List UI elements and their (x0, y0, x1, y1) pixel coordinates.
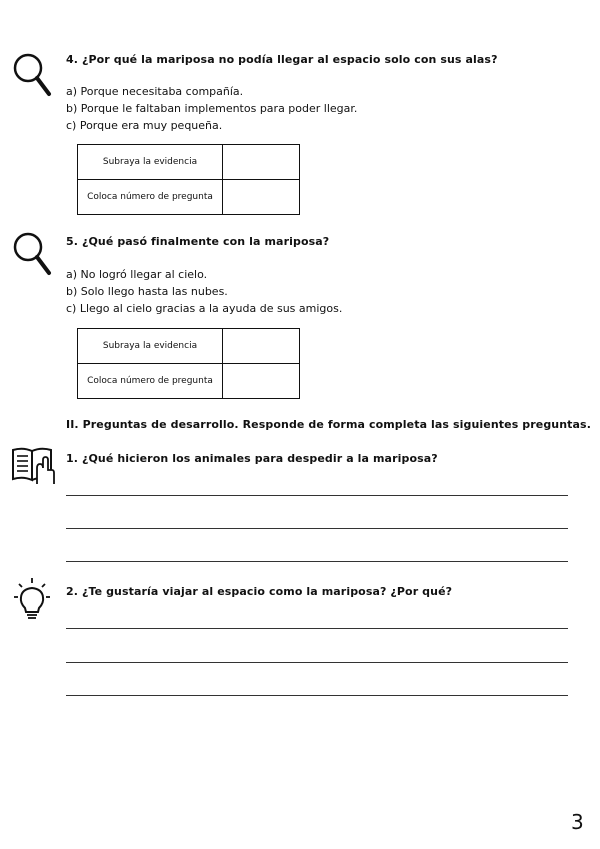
option-c: c) Porque era muy pequeña. (66, 119, 223, 132)
book-reading-icon (10, 446, 56, 486)
question-number-box[interactable] (223, 364, 300, 399)
option-c: c) Llego al cielo gracias a la ayuda de sus amigos. (66, 302, 343, 315)
option-b: b) Porque le faltaban implementos para poder llegar. (66, 102, 358, 115)
question-number-label: Coloca número de pregunta (78, 180, 223, 215)
answer-line[interactable] (66, 528, 568, 529)
answer-line[interactable] (66, 628, 568, 629)
evidence-table-5 (77, 328, 300, 399)
evidence-table-4 (77, 144, 300, 215)
dev-question-1-title: 1. ¿Qué hicieron los animales para despedir a la mariposa? (66, 452, 438, 465)
question-number-box[interactable] (223, 180, 300, 215)
magnifying-glass-icon (12, 231, 54, 277)
option-a: a) Porque necesitaba compañía. (66, 85, 244, 98)
answer-line[interactable] (66, 561, 568, 562)
evidence-label: Subraya la evidencia (78, 145, 223, 180)
magnifying-glass-icon (12, 52, 54, 98)
lightbulb-icon (12, 576, 52, 622)
answer-line[interactable] (66, 662, 568, 663)
option-b: b) Solo llego hasta las nubes. (66, 285, 228, 298)
dev-question-2-title: 2. ¿Te gustaría viajar al espacio como la mariposa? ¿Por qué? (66, 585, 453, 598)
question-4-title: 4. ¿Por qué la mariposa no podía llegar al espacio solo con sus alas? (66, 53, 498, 66)
answer-line[interactable] (66, 695, 568, 696)
option-a: a) No logró llegar al cielo. (66, 268, 208, 281)
answer-line[interactable] (66, 495, 568, 496)
section-2-heading: II. Preguntas de desarrollo. Responde de forma completa las siguientes preguntas. (66, 418, 591, 431)
question-4-options (66, 83, 357, 134)
question-5-title: 5. ¿Qué pasó finalmente con la mariposa? (66, 235, 330, 248)
evidence-answer-box[interactable] (223, 145, 300, 180)
evidence-label: Subraya la evidencia (78, 329, 223, 364)
question-number-label: Coloca número de pregunta (78, 364, 223, 399)
evidence-answer-box[interactable] (223, 329, 300, 364)
page-number: 3 (571, 810, 584, 834)
question-5-options (66, 266, 342, 317)
